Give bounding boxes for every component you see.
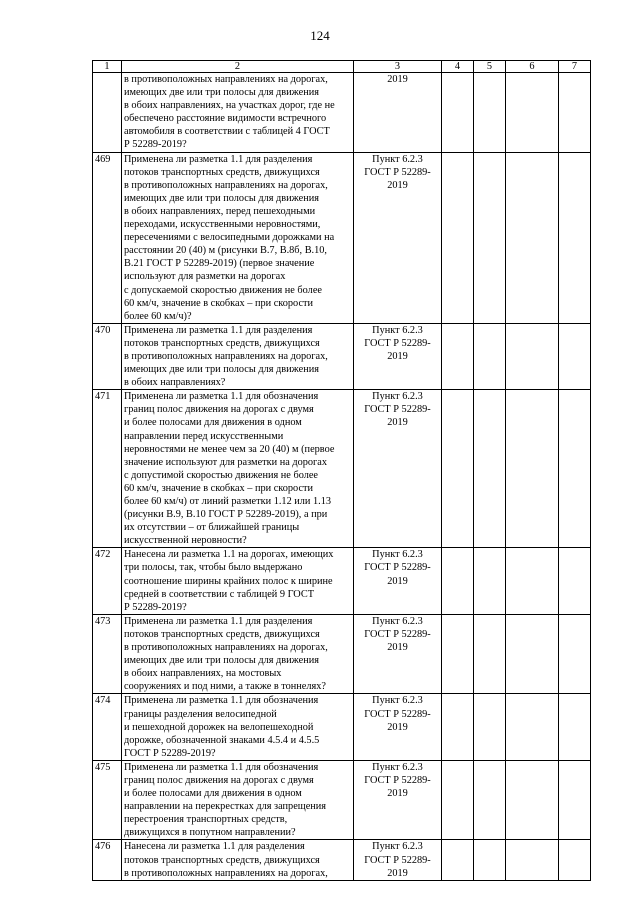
column-header: 1 <box>93 61 122 73</box>
answer-cell-7 <box>559 694 591 760</box>
answer-cell-5 <box>474 390 506 548</box>
answer-cell-7 <box>559 760 591 840</box>
item-number: 476 <box>93 840 122 880</box>
reference-text: 2019 <box>354 73 442 153</box>
item-number: 474 <box>93 694 122 760</box>
answer-cell-5 <box>474 614 506 694</box>
table-row <box>93 694 591 760</box>
column-header: 3 <box>354 61 442 73</box>
answer-cell-6 <box>506 840 559 880</box>
table-row <box>93 73 591 153</box>
reference-text: Пункт 6.2.3 ГОСТ Р 52289- 2019 <box>354 614 442 694</box>
reference-text: Пункт 6.2.3 ГОСТ Р 52289- 2019 <box>354 548 442 614</box>
answer-cell-5 <box>474 323 506 389</box>
table-row <box>93 323 591 389</box>
item-number: 472 <box>93 548 122 614</box>
table-row <box>93 614 591 694</box>
reference-text: Пункт 6.2.3 ГОСТ Р 52289- 2019 <box>354 840 442 880</box>
answer-cell-4 <box>442 323 474 389</box>
item-number: 470 <box>93 323 122 389</box>
reference-text: Пункт 6.2.3 ГОСТ Р 52289- 2019 <box>354 323 442 389</box>
question-text: Нанесена ли разметка 1.1 на дорогах, имеющих три полосы, так, чтобы было выдержано соотношение ширины крайних полос к ширине средней в соответствии с таблицей 9 ГОСТ Р 52289-2019? <box>122 548 354 614</box>
question-text: Применена ли разметка 1.1 для обозначения границ полос движения на дорогах с двумя и более полосами для движения в одном направлении на перекрестках для запрещения перестроения транспортных средств, движущихся в попутном направлении? <box>122 760 354 840</box>
item-number: 475 <box>93 760 122 840</box>
answer-cell-4 <box>442 548 474 614</box>
reference-text: Пункт 6.2.3 ГОСТ Р 52289- 2019 <box>354 760 442 840</box>
column-header: 4 <box>442 61 474 73</box>
answer-cell-6 <box>506 760 559 840</box>
answer-cell-5 <box>474 840 506 880</box>
table-row <box>93 152 591 323</box>
reference-text: Пункт 6.2.3 ГОСТ Р 52289- 2019 <box>354 694 442 760</box>
question-text: Применена ли разметка 1.1 для обозначения границы разделения велосипедной и пешеходной дорожек на велопешеходной дорожке, обозначенной знаками 4.5.4 и 4.5.5 ГОСТ Р 52289-2019? <box>122 694 354 760</box>
table-body <box>93 61 591 881</box>
column-header: 6 <box>506 61 559 73</box>
answer-cell-7 <box>559 390 591 548</box>
answer-cell-5 <box>474 152 506 323</box>
answer-cell-7 <box>559 323 591 389</box>
answer-cell-4 <box>442 73 474 153</box>
item-number <box>93 73 122 153</box>
answer-cell-7 <box>559 548 591 614</box>
question-text: в противоположных направлениях на дорогах, имеющих две или три полосы для движения в обоих направлениях, на участках дорог, где не обеспечено расстояние видимости встречного автомобиля в соответствии с таблицей 4 ГОСТ Р 52289-2019? <box>122 73 354 153</box>
column-header: 2 <box>122 61 354 73</box>
table-row <box>93 760 591 840</box>
answer-cell-4 <box>442 152 474 323</box>
answer-cell-5 <box>474 73 506 153</box>
page-number: 124 <box>310 28 330 43</box>
question-text: Применена ли разметка 1.1 для обозначения границ полос движения на дорогах с двумя и более полосами для движения в одном направлении перед искусственными неровностями не менее чем за 20 (40) м (первое значение используют для разметки на дорогах с допустимой скоростью движения не более 60 км/ч, значение в скобках – при скорости более 60 км/ч) от линий разметки 1.12 или 1.13 (рисунки В.9, В.10 ГОСТ Р 52289-2019), а при их отсутствии – от ближайшей границы искусственной неровности? <box>122 390 354 548</box>
table-row <box>93 840 591 880</box>
column-header: 5 <box>474 61 506 73</box>
answer-cell-4 <box>442 614 474 694</box>
answer-cell-6 <box>506 614 559 694</box>
answer-cell-6 <box>506 323 559 389</box>
column-header: 7 <box>559 61 591 73</box>
item-number: 473 <box>93 614 122 694</box>
answer-cell-5 <box>474 760 506 840</box>
table-row <box>93 390 591 548</box>
reference-text: Пункт 6.2.3 ГОСТ Р 52289- 2019 <box>354 152 442 323</box>
answer-cell-5 <box>474 548 506 614</box>
answer-cell-4 <box>442 694 474 760</box>
answer-cell-4 <box>442 390 474 548</box>
answer-cell-5 <box>474 694 506 760</box>
table-row <box>93 548 591 614</box>
reference-text: Пункт 6.2.3 ГОСТ Р 52289- 2019 <box>354 390 442 548</box>
question-text: Применена ли разметка 1.1 для разделения потоков транспортных средств, движущихся в противоположных направлениях на дорогах, имеющих две или три полосы для движения в обоих направлениях, на мостовых сооружениях и под ними, а также в тоннелях? <box>122 614 354 694</box>
question-text: Применена ли разметка 1.1 для разделения потоков транспортных средств, движущихся в противоположных направлениях на дорогах, имеющих две или три полосы для движения в обоих направлениях? <box>122 323 354 389</box>
answer-cell-6 <box>506 548 559 614</box>
answer-cell-7 <box>559 614 591 694</box>
question-text: Нанесена ли разметка 1.1 для разделения потоков транспортных средств, движущихся в противоположных направлениях на дорогах, <box>122 840 354 880</box>
answer-cell-7 <box>559 840 591 880</box>
answer-cell-6 <box>506 694 559 760</box>
answer-cell-7 <box>559 152 591 323</box>
answer-cell-6 <box>506 73 559 153</box>
answer-cell-6 <box>506 390 559 548</box>
item-number: 471 <box>93 390 122 548</box>
answer-cell-6 <box>506 152 559 323</box>
checklist-table <box>92 60 591 881</box>
item-number: 469 <box>93 152 122 323</box>
header-row <box>93 61 591 73</box>
answer-cell-7 <box>559 73 591 153</box>
answer-cell-4 <box>442 760 474 840</box>
question-text: Применена ли разметка 1.1 для разделения потоков транспортных средств, движущихся в противоположных направлениях на дорогах, имеющих две или три полосы для движения в обоих направлениях, перед пешеходными переходами, искусственными неровностями, пересечениями с велосипедными дорожками на расстоянии 20 (40) м (рисунки В.7, В.8б, В.10, В.21 ГОСТ Р 52289-2019) (первое значение используют для разметки на дорогах с допускаемой скоростью движения не более 60 км/ч, значение в скобках – при скорости более 60 км/ч)? <box>122 152 354 323</box>
answer-cell-4 <box>442 840 474 880</box>
